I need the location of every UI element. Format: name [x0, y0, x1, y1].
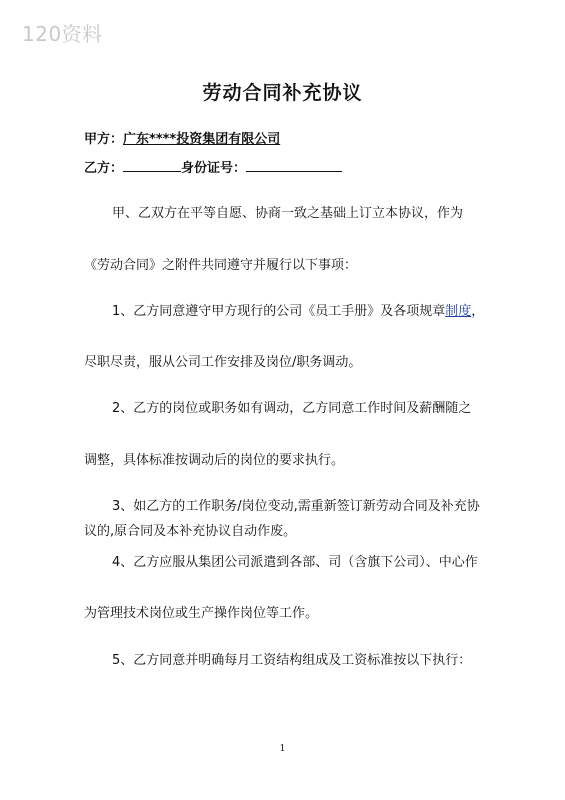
party-a-line [84, 128, 280, 147]
item-1-comma: ， [471, 304, 485, 319]
item-3-line-1: 3、如乙方的工作职务/岗位变动,需重新签订新劳动合同及补充协 [112, 499, 480, 514]
party-b-name-blank[interactable] [123, 159, 181, 172]
item-3-line-2: 议的,原合同及本补充协议自动作废。 [84, 524, 297, 539]
page-number: 1 [279, 744, 286, 754]
item-2-line-2: 调整，具体标准按调动后的岗位的要求执行。 [84, 453, 345, 468]
watermark: 120资料 [22, 22, 103, 46]
regulations-link[interactable]: 制度 [445, 304, 472, 319]
party-b-id-label: 身份证号： [181, 161, 247, 176]
party-b-line [84, 157, 342, 176]
intro-line-2: 《劳动合同》之附件共同遵守并履行以下事项： [84, 258, 358, 273]
document-title: 劳动合同补充协议 [202, 82, 363, 104]
item-1-line-1 [112, 300, 484, 319]
item-1-text: 1、乙方同意遵守甲方现行的公司《员工手册》及各项规章 [112, 304, 446, 319]
party-b-label: 乙方： [84, 161, 124, 176]
item-4-line-2: 为管理技术岗位或生产操作岗位等工作。 [84, 606, 319, 621]
intro-line-1: 甲、乙双方在平等自愿、协商一致之基础上订立本协议，作为 [112, 206, 464, 221]
item-4-line-1: 4、乙方应服从集团公司派遣到各部、司（含旗下公司）、中心作 [112, 555, 478, 570]
item-1-line-2: 尽职尽责，服从公司工作安排及岗位/职务调动。 [84, 355, 362, 370]
item-5-line-1: 5、乙方同意并明确每月工资结构组成及工资标准按以下执行： [112, 653, 472, 668]
item-2-line-1: 2、乙方的岗位或职务如有调动，乙方同意工作时间及薪酬随之 [112, 401, 472, 416]
party-a-value: 广东****投资集团有限公司 [123, 132, 281, 147]
party-b-id-blank[interactable] [246, 159, 342, 172]
party-a-label: 甲方： [84, 132, 124, 147]
